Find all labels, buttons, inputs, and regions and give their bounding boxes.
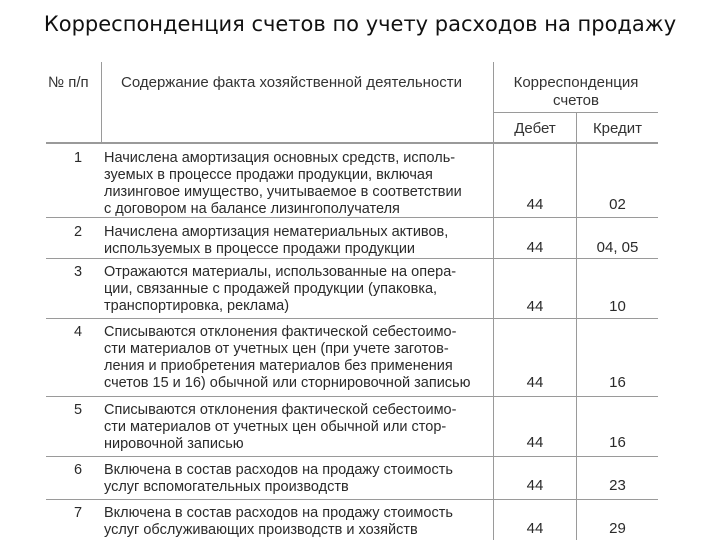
- row-description: Списываются отклонения фактической себестоимо- сти материалов от учетных цен (при учете заготов- ления и приобретения материалов без применения счетов 15 и 16) обычной или сторнировочной записью: [104, 324, 471, 391]
- row-rule: [46, 318, 658, 319]
- col-divider-num: [101, 62, 102, 142]
- row-debit: 44: [526, 520, 544, 537]
- row-credit: 16: [609, 374, 626, 391]
- header-content: Содержание факта хозяйственной деятельности: [121, 74, 463, 91]
- row-debit: 44: [526, 196, 544, 213]
- row-credit: 10: [609, 298, 626, 315]
- row-description: Отражаются материалы, использованные на опера- ции, связанные с продажей продукции (упаковка, транспортировка, реклама): [104, 264, 457, 314]
- header-credit: Кредит: [592, 120, 643, 137]
- header-num: № п/п: [48, 74, 89, 91]
- row-number: 4: [74, 324, 83, 340]
- row-number: 6: [74, 462, 83, 478]
- row-number: 3: [74, 264, 83, 280]
- row-credit: 29: [609, 520, 626, 537]
- row-description: Начислена амортизация основных средств, исполь- зуемых в процессе продажи продукции, включая лизинговое имущество, учитываемое в соответствии с договором на балансе лизингополучателя: [104, 150, 462, 217]
- col-divider-debit: [576, 112, 577, 540]
- row-debit: 44: [526, 298, 544, 315]
- row-rule: [46, 258, 658, 259]
- header-bottom-rule: [46, 142, 658, 144]
- row-description: Включена в состав расходов на продажу стоимость услуг вспомогательных производств: [104, 462, 453, 495]
- header-correspondence: Корреспонденция счетов: [513, 74, 639, 109]
- corr-header-rule: [494, 112, 658, 113]
- row-credit: 04, 05: [596, 239, 639, 256]
- row-rule: [46, 396, 658, 397]
- row-description: Включена в состав расходов на продажу стоимость услуг обслуживающих производств и хозяйств: [104, 505, 453, 538]
- row-number: 5: [74, 402, 83, 418]
- row-number: 7: [74, 505, 83, 521]
- row-credit: 02: [609, 196, 626, 213]
- row-rule: [46, 499, 658, 500]
- row-number: 2: [74, 224, 83, 240]
- row-description: Начислена амортизация нематериальных активов, используемых в процессе продажи продукции: [104, 224, 449, 257]
- row-description: Списываются отклонения фактической себестоимо- сти материалов от учетных цен обычной или стор- нировочной записью: [104, 402, 457, 452]
- row-debit: 44: [526, 434, 544, 451]
- row-number: 1: [74, 150, 83, 166]
- row-debit: 44: [526, 477, 544, 494]
- row-credit: 16: [609, 434, 626, 451]
- row-credit: 23: [609, 477, 626, 494]
- row-debit: 44: [526, 374, 544, 391]
- header-debit: Дебет: [514, 120, 556, 137]
- row-rule: [46, 456, 658, 457]
- page-title: Корреспонденция счетов по учету расходов на продажу: [43, 12, 677, 36]
- row-debit: 44: [526, 239, 544, 256]
